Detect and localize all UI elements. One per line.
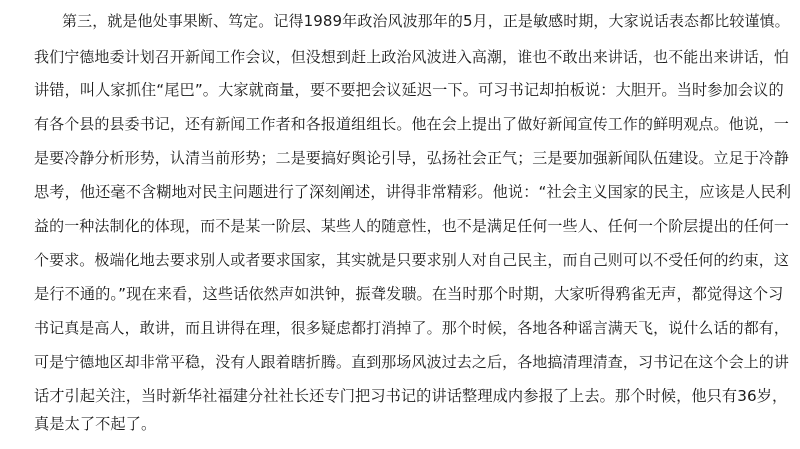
text-line-13: 真是太了不起了。 (34, 415, 157, 433)
text-line-11: 可是宁德地区却非常平稳，没有人跟着瞎折腾。直到那场风波过去之后，各地搞清理清查，习书记在这个会上的讲 (34, 353, 790, 371)
text-line-7: 益的一种法制化的体现，而不是某一阶层、某些人的随意性，也不是满足任何一些人、任何一个阶层提出的任何一 (34, 217, 790, 235)
text-line-1: 第三，就是他处事果断、笃定。记得1989年政治风波那年的5月，正是敏感时期，大家说话表态都比较谨慎。 (62, 12, 790, 30)
text-line-10: 书记真是高人，敢讲，而且讲得在理，很多疑虑都打消掉了。那个时候，各地各种谣言满天飞，说什么话的都有， (34, 319, 790, 337)
text-line-3: 讲错，叫人家抓住“尾巴”。大家就商量，要不要把会议延迟一下。可习书记却拍板说：大胆开。当时参加会议的 (34, 81, 784, 99)
text-line-12: 话才引起关注，当时新华社福建分社社长还专门把习书记的讲话整理成内参报了上去。那个时候，他只有36岁， (34, 387, 788, 405)
text-line-4: 有各个县的县委书记，还有新闻工作者和各报道组组长。他在会上提出了做好新闻宣传工作的鲜明观点。他说，一 (34, 115, 790, 133)
text-line-9: 是行不通的。”现在来看，这些话依然声如洪钟，振聋发聩。在当时那个时期，大家听得鸦雀无声，都觉得这个习 (34, 285, 784, 303)
text-line-6: 思考，他还毫不含糊地对民主问题进行了深刻阐述，讲得非常精彩。他说：“社会主义国家的民主，应该是人民利 (34, 183, 792, 201)
text-line-5: 是要冷静分析形势，认清当前形势；二是要搞好舆论引导，弘扬社会正气；三是要加强新闻队伍建设。立足于冷静 (34, 149, 790, 167)
text-line-8: 个要求。极端化地去要求别人或者要求国家，其实就是只要求别人对自己民主，而自己则可以不受任何的约束，这 (34, 251, 790, 269)
text-line-2: 我们宁德地委计划召开新闻工作会议，但没想到赶上政治风波进入高潮，谁也不敢出来讲话，也不能出来讲话，怕 (34, 48, 790, 66)
